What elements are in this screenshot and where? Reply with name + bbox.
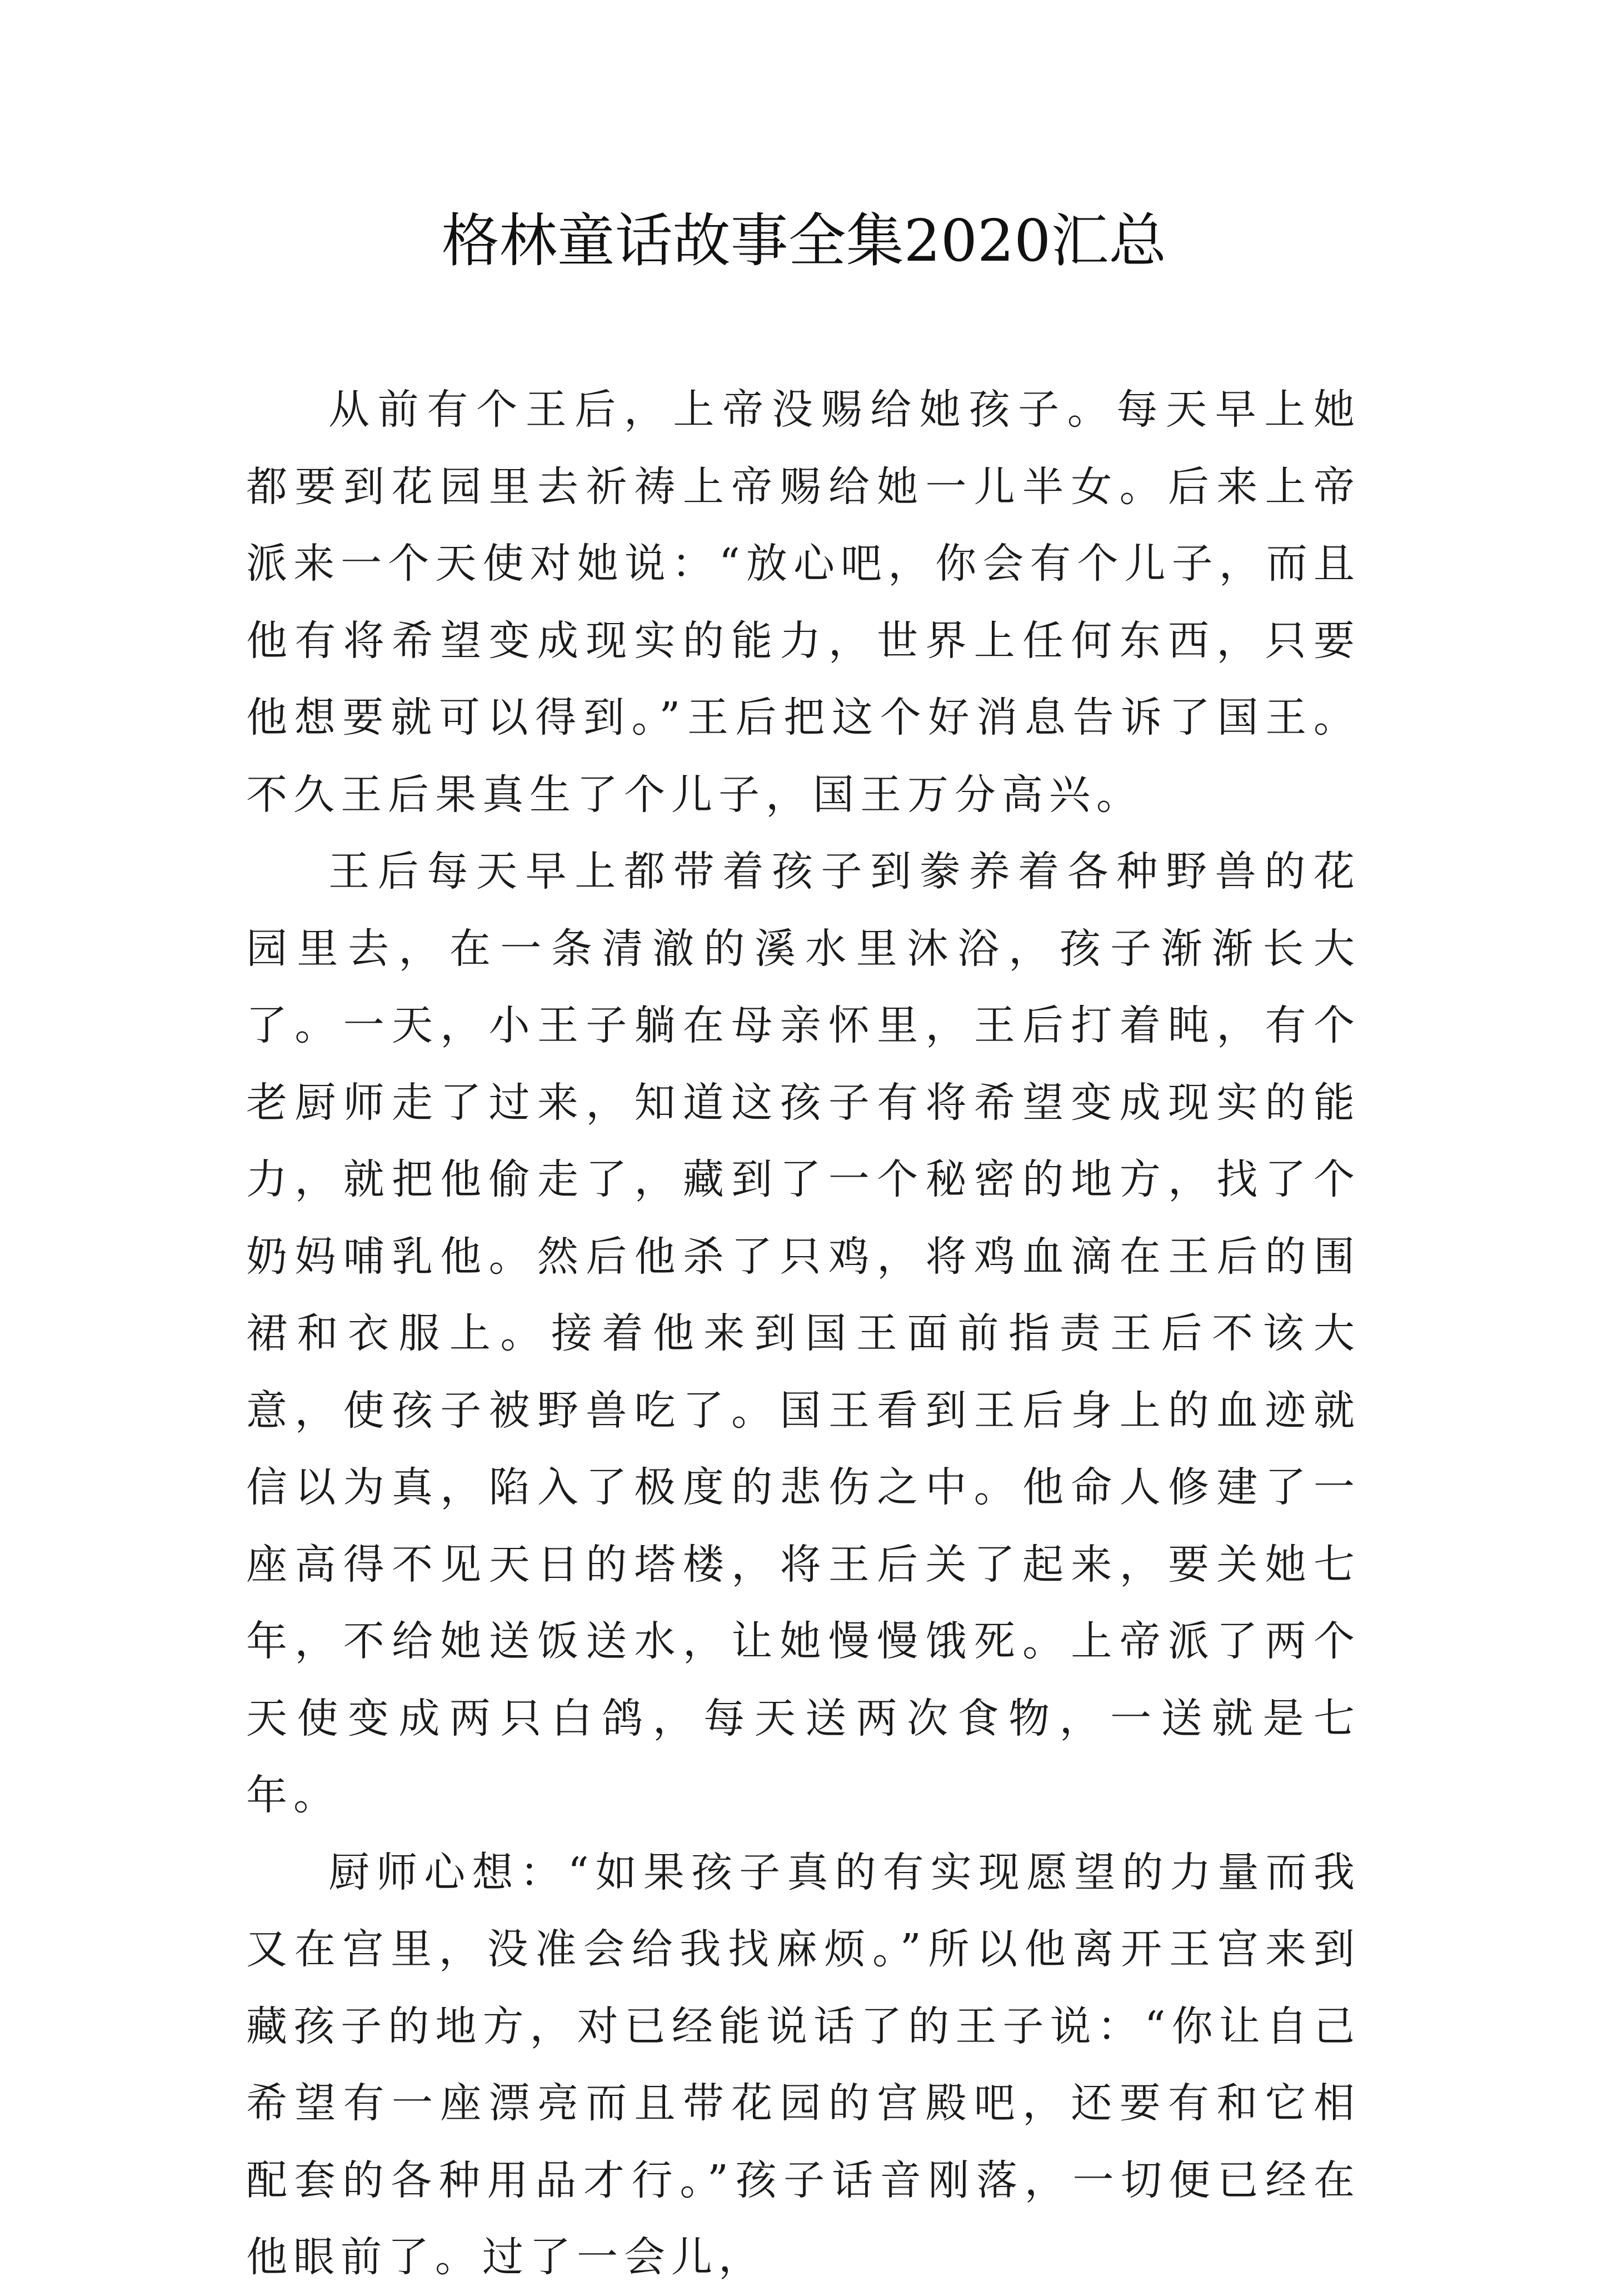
paragraph-1: 从前有个王后，上帝没赐给她孩子。每天早上她都要到花园里去祈祷上帝赐给她一儿半女。后来上帝派来一个天使对她说：“放心吧，你会有个儿子，而且他有将希望变成现实的能力，世界上任何东西，只要他想要就可以得到。”王后把这个好消息告诉了国王。不久王后果真生了个儿子，国王万分高兴。 — [246, 386, 1361, 819]
paragraph-3: 厨师心想：“如果孩子真的有实现愿望的力量而我又在宫里，没准会给我找麻烦。”所以他离开王宫来到藏孩子的地方，对已经能说话了的王子说：“你让自己希望有一座漂亮而且带花园的宫殿吧，还要有和它相配套的各种用品才行。”孩子话音刚落，一切便已经在他眼前了。过了一会儿， — [246, 1848, 1361, 2281]
document-title: 格林童话故事全集2020汇总 — [441, 207, 1167, 275]
paragraph-2: 王后每天早上都带着孩子到豢养着各种野兽的花园里去，在一条清澈的溪水里沐浴，孩子渐渐长大了。一天，小王子躺在母亲怀里，王后打着盹，有个老厨师走了过来，知道这孩子有将希望变成现实的能力，就把他偷走了，藏到了一个秘密的地方，找了个奶妈哺乳他。然后他杀了只鸡，将鸡血滴在王后的围裙和衣服上。接着他来到国王面前指责王后不该大意，使孩子被野兽吃了。国王看到王后身上的血迹就信以为真，陷入了极度的悲伤之中。他命人修建了一座高得不见天日的塔楼，将王后关了起来，要关她七年，不给她送饭送水，让她慢慢饿死。上帝派了两个天使变成两只白鸽，每天送两次食物，一送就是七年。 — [246, 848, 1361, 1819]
document-body — [246, 371, 1361, 2296]
